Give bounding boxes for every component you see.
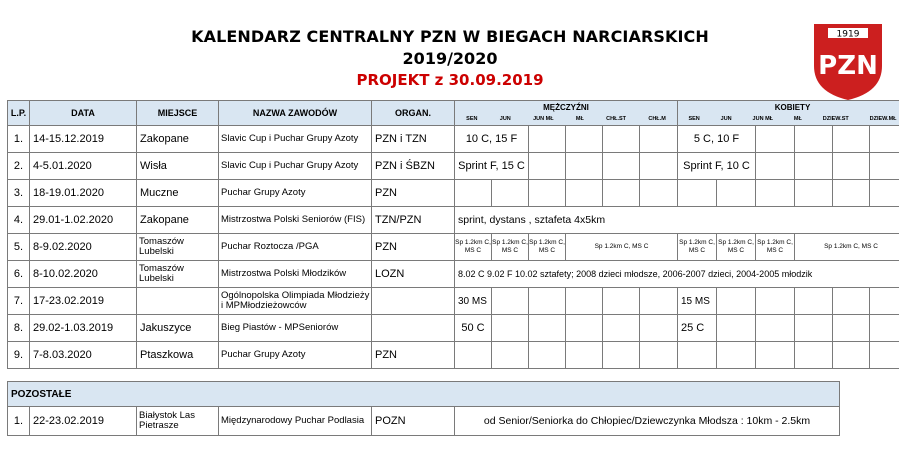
cell <box>795 126 833 153</box>
cell <box>566 288 603 315</box>
row-place: Zakopane <box>137 207 219 234</box>
cell <box>756 180 795 207</box>
row-lp: 4. <box>8 207 30 234</box>
row-women-value: 5 C, 10 F <box>678 126 756 153</box>
col-organ: ORGAN. <box>372 101 455 126</box>
cell <box>833 180 870 207</box>
cell <box>870 315 899 342</box>
cell <box>640 342 678 369</box>
table-row <box>8 180 899 207</box>
row-women-value: 15 MS <box>678 288 717 315</box>
cell <box>492 342 529 369</box>
cell <box>756 153 795 180</box>
row-date: 17-23.02.2019 <box>30 288 137 315</box>
row-date: 8-9.02.2020 <box>30 234 137 261</box>
cell <box>603 342 640 369</box>
cell <box>678 342 717 369</box>
men-cell-value: Sp 1.2km C, MS C <box>529 234 566 261</box>
cell <box>756 288 795 315</box>
row-women-value: 25 C <box>678 315 717 342</box>
row-lp: 7. <box>8 288 30 315</box>
row-date: 18-19.01.2020 <box>30 180 137 207</box>
cell <box>529 126 566 153</box>
row-span-note: 8.02 C 9.02 F 10.02 sztafety; 2008 dzieci młodsze, 2006-2007 dzieci, 2004-2005 młodzik <box>455 261 899 288</box>
cell <box>833 153 870 180</box>
men-cell-value: Sp 1.2km C, MS C <box>566 234 678 261</box>
cell <box>795 288 833 315</box>
cell <box>492 180 529 207</box>
women-sub: SEN <box>688 116 700 122</box>
women-cell-value: Sp 1.2km C, MS C <box>756 234 795 261</box>
col-men <box>455 101 678 126</box>
row-event: Slavic Cup i Puchar Grupy Azoty <box>219 153 372 180</box>
cell <box>870 126 899 153</box>
men-sub: MŁ <box>575 116 584 122</box>
row-organizer: LOZN <box>372 261 455 288</box>
cell <box>529 342 566 369</box>
cell <box>833 126 870 153</box>
col-lp: L.P. <box>8 101 30 126</box>
row-date: 8-10.02.2020 <box>30 261 137 288</box>
cell <box>795 180 833 207</box>
cell <box>795 153 833 180</box>
cell <box>566 342 603 369</box>
table-row <box>8 126 899 153</box>
cell <box>795 342 833 369</box>
cell <box>870 180 899 207</box>
row-event: Puchar Grupy Azoty <box>219 180 372 207</box>
other-section-title: POZOSTAŁE <box>8 382 840 407</box>
cell <box>640 126 678 153</box>
cell <box>566 180 603 207</box>
row-place: Tomaszów Lubelski <box>137 261 219 288</box>
other-events-table <box>7 381 840 436</box>
row-lp: 9. <box>8 342 30 369</box>
row-place: Jakuszyce <box>137 315 219 342</box>
row-event: Bieg Piastów - MPSeniorów <box>219 315 372 342</box>
row-date: 7-8.03.2020 <box>30 342 137 369</box>
row-organizer: PZN <box>372 342 455 369</box>
men-sub: JUN <box>499 116 511 122</box>
cell <box>640 153 678 180</box>
women-sub: DZIEW.MŁ <box>869 116 897 122</box>
row-event: Międzynarodowy Puchar Podlasia <box>219 407 372 436</box>
row-organizer: PZN <box>372 234 455 261</box>
cell <box>717 315 756 342</box>
page-title: KALENDARZ CENTRALNY PZN W BIEGACH NARCIARSKICH <box>191 27 709 46</box>
row-organizer: PZN i ŚBZN <box>372 153 455 180</box>
row-date: 29.02-1.03.2019 <box>30 315 137 342</box>
cell <box>603 315 640 342</box>
men-sub: JUN MŁ <box>533 116 554 122</box>
cell <box>678 180 717 207</box>
women-sub: MŁ <box>793 116 802 122</box>
row-organizer: PZN i TZN <box>372 126 455 153</box>
row-organizer <box>372 288 455 315</box>
pzn-logo <box>812 22 884 102</box>
cell <box>717 342 756 369</box>
cell <box>870 153 899 180</box>
cell <box>795 315 833 342</box>
season-title: 2019/2020 <box>402 49 498 68</box>
row-event: Ogólnopolska Olimpiada Młodzieży i MPMłodzieżowców <box>219 288 372 315</box>
cell <box>492 315 529 342</box>
row-date: 29.01-1.02.2020 <box>30 207 137 234</box>
logo-year: 1919 <box>836 29 860 40</box>
row-place: Tomaszów Lubelski <box>137 234 219 261</box>
cell <box>756 315 795 342</box>
cell <box>640 288 678 315</box>
women-sub: JUN <box>720 116 732 122</box>
table-row <box>8 234 899 261</box>
row-place: Zakopane <box>137 126 219 153</box>
men-sub: CHŁ.M <box>648 116 666 122</box>
row-place: Białystok Las Pietrasze <box>137 407 219 436</box>
col-data: DATA <box>30 101 137 126</box>
cell <box>566 315 603 342</box>
cell <box>640 180 678 207</box>
row-lp: 1. <box>8 407 30 436</box>
cell <box>603 180 640 207</box>
col-nazwa: NAZWA ZAWODÓW <box>219 101 372 126</box>
row-women-value: Sprint F, 10 C <box>678 153 756 180</box>
row-organizer <box>372 315 455 342</box>
col-miejsce: MIEJSCE <box>137 101 219 126</box>
table-row <box>8 261 899 288</box>
cell <box>566 153 603 180</box>
cell <box>640 315 678 342</box>
cell <box>455 180 492 207</box>
cell <box>870 342 899 369</box>
row-event: Puchar Grupy Azoty <box>219 342 372 369</box>
cell <box>529 315 566 342</box>
men-cell-value: Sp 1.2km C, MS C <box>492 234 529 261</box>
women-sub: DZIEW.ST <box>822 116 849 122</box>
row-men-value: 50 C <box>455 315 492 342</box>
row-event: Mistrzostwa Polski Młodzików <box>219 261 372 288</box>
row-place <box>137 288 219 315</box>
row-lp: 2. <box>8 153 30 180</box>
row-event: Mistrzostwa Polski Seniorów (FIS) <box>219 207 372 234</box>
women-cell-value: Sp 1.2km C, MS C <box>795 234 899 261</box>
row-event: Slavic Cup i Puchar Grupy Azoty <box>219 126 372 153</box>
row-place: Muczne <box>137 180 219 207</box>
cell <box>603 288 640 315</box>
cell <box>833 342 870 369</box>
table-row <box>8 342 899 369</box>
row-men-value: 30 MS <box>455 288 492 315</box>
cell <box>603 126 640 153</box>
cell <box>717 288 756 315</box>
cell <box>870 288 899 315</box>
row-organizer: TZN/PZN <box>372 207 455 234</box>
women-header: KOBIETY <box>774 103 811 112</box>
row-lp: 5. <box>8 234 30 261</box>
men-cell-value: Sp 1.2km C, MS C <box>455 234 492 261</box>
row-span-note: od Senior/Seniorka do Chłopiec/Dziewczynka Młodsza : 10km - 2.5km <box>455 407 840 436</box>
cell <box>833 288 870 315</box>
table-row <box>8 207 899 234</box>
cell <box>756 342 795 369</box>
cell <box>756 126 795 153</box>
project-date: PROJEKT z 30.09.2019 <box>356 71 544 89</box>
cell <box>603 153 640 180</box>
table-header-row <box>8 101 899 126</box>
row-place: Ptaszkowa <box>137 342 219 369</box>
row-span-note: sprint, dystans , sztafeta 4x5km <box>455 207 899 234</box>
row-place: Wisła <box>137 153 219 180</box>
cell <box>566 126 603 153</box>
row-event: Puchar Roztocza /PGA <box>219 234 372 261</box>
cell <box>833 315 870 342</box>
row-lp: 8. <box>8 315 30 342</box>
cell <box>455 342 492 369</box>
table-row <box>8 315 899 342</box>
table-row <box>8 288 899 315</box>
men-sub: SEN <box>466 116 478 122</box>
cell <box>529 288 566 315</box>
cell <box>529 153 566 180</box>
row-lp: 3. <box>8 180 30 207</box>
logo-letters: PZN <box>818 51 878 81</box>
row-organizer: PZN <box>372 180 455 207</box>
women-cell-value: Sp 1.2km C, MS C <box>678 234 717 261</box>
table-row <box>8 407 840 436</box>
row-date: 22-23.02.2019 <box>30 407 137 436</box>
row-lp: 1. <box>8 126 30 153</box>
table-row <box>8 153 899 180</box>
women-sub: JUN MŁ <box>752 116 774 122</box>
men-header: MĘŻCZYŹNI <box>543 103 589 112</box>
col-women <box>678 101 899 126</box>
cell <box>529 180 566 207</box>
cell <box>492 288 529 315</box>
men-sub: CHŁ.ST <box>606 116 627 122</box>
title-block <box>150 26 750 90</box>
women-cell-value: Sp 1.2km C, MS C <box>717 234 756 261</box>
row-men-value: 10 C, 15 F <box>455 126 529 153</box>
row-lp: 6. <box>8 261 30 288</box>
row-men-value: Sprint F, 15 C <box>455 153 529 180</box>
row-date: 4-5.01.2020 <box>30 153 137 180</box>
row-organizer: POZN <box>372 407 455 436</box>
calendar-table <box>7 100 899 369</box>
row-date: 14-15.12.2019 <box>30 126 137 153</box>
cell <box>717 180 756 207</box>
